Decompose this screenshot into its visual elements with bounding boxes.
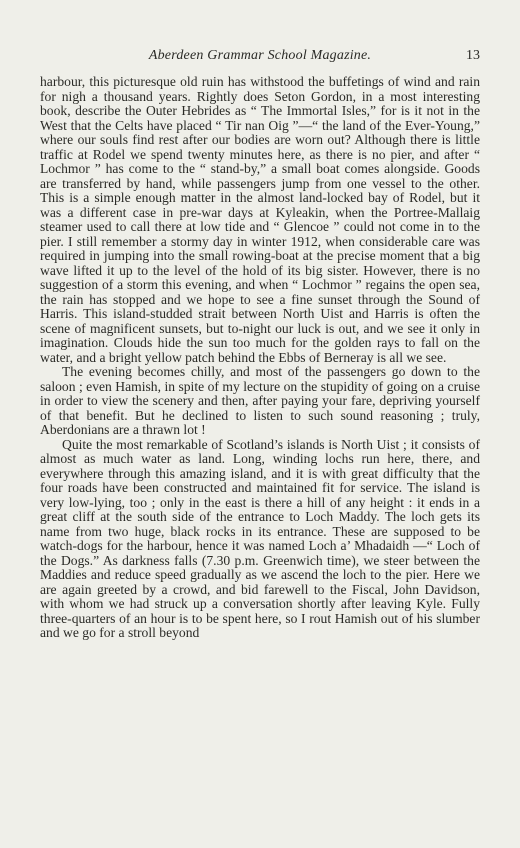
paragraph-3: Quite the most remarkable of Scotland’s islands is North Uist ; it consists of almost as much water as land. Long, winding lochs run here, there, and everywhere through this amazing island, and it is with great difficulty that the four roads have been constructed and maintained fit for service. The island is very low-lying, too ; only in the east is there a hill of any height : it ends in a great cliff at the south side of the entrance to Loch Maddy. The loch gets its name from two huge, black rocks in its entrance. These are supposed to be watch-dogs for the harbour, hence it was named Loch a’ Mhadaidh —“ Loch of the Dogs.” As darkness falls (7.30 p.m. Greenwich time), we steer between the Maddies and reduce speed gradually as we ascend the loch to the pier. Here we are again greeted by a crowd, and bid farewell to the Fiscal, John Davidson, with whom we had struck up a conversation shortly after leaving Kyle. Fully three-quarters of an hour is to be spent here, so I rout Hamish out of his slumber and we go for a stroll beyond [40,436,480,640]
page-number: 13 [466,48,480,63]
journal-title: Aberdeen Grammar School Magazine. [148,48,372,63]
running-head [40,48,480,66]
paragraph-2: The evening becomes chilly, and most of the passengers go down to the saloon ; even Hamish, in spite of my lecture on the stupidity of going on a cruise in order to view the scenery and then, after paying your fare, depriving yourself of that benefit. But he declined to listen to such sound reasoning ; truly, Aberdonians are a thrawn lot ! [40,364,480,437]
paragraph-1: harbour, this picturesque old ruin has withstood the buffetings of wind and rain for nigh a thousand years. Rightly does Seton Gordon, in a most interesting book, describe the Outer Hebrides as “ The Immortal Isles,” for is it not in the West that the Celts have placed “ Tir nan Oig ”—“ the land of the Ever-Young,” where our souls find rest after our bodies are worn out? Although there is little traffic at Rodel we spend twenty minutes here, as there is no pier, and after “ Lochmor ” has come to the “ stand-by,” a small boat comes alongside. Goods are transferred by hand, while passengers jump from one vessel to the other. This is a simple enough matter in the almost land-locked bay of Rodel, but it was a different case in pre-war days at Kyleakin, when the Portree-Mallaig steamer used to call there at low tide and “ Glencoe ” could not come in to the pier. I still remember a stormy day in winter 1912, when considerable care was required in jumping into the small rowing-boat at the precise moment that a big wave lifted it up to the level of the hold of its big sister. However, there is no suggestion of a storm this evening, and when “ Lochmor ” regains the open sea, the rain has stopped and we hope to see a fine sunset through the Sound of Harris. This island-studded strait between North Uist and Harris is often the scene of magnificent sunsets, but to-night our luck is out, and we see it only in imagination. Clouds hide the sun too much for the golden rays to fall on the water, and a bright yellow patch behind the Ebbs of Berneray is all we see. [40,74,480,365]
body-text [40,75,480,641]
